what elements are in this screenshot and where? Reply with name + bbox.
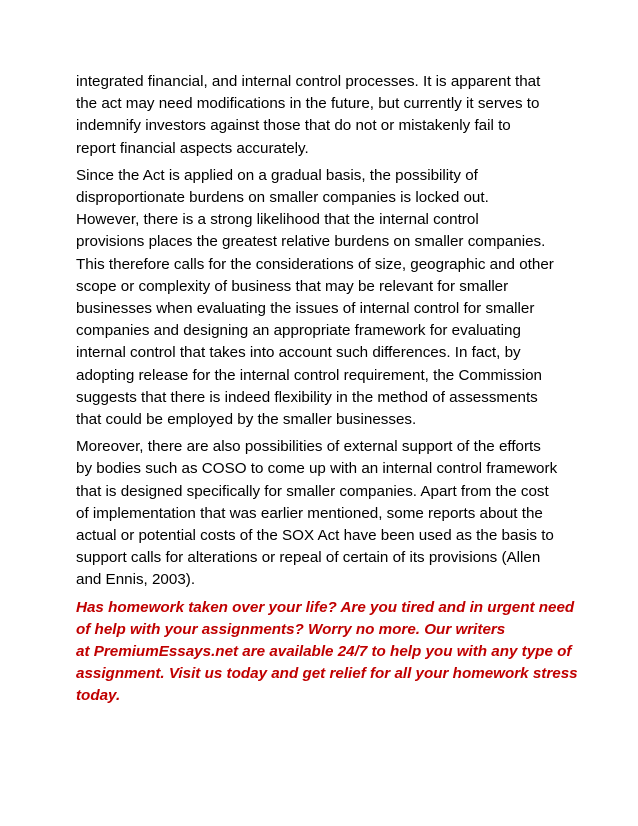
text-line: provisions places the greatest relative burdens on smaller companies. <box>76 233 546 251</box>
text-line: disproportionate burdens on smaller companies is locked out. <box>76 189 489 207</box>
promo-line: today. <box>76 687 121 705</box>
document-page <box>76 71 578 713</box>
promo-line: of help with your assignments? Worry no more. Our writers <box>76 620 506 638</box>
paragraph-2 <box>76 165 566 431</box>
text-line: adopting release for the internal control requirement, the Commission <box>76 366 542 384</box>
text-line: integrated financial, and internal control processes. It is apparent that <box>76 73 541 90</box>
promo-line: at PremiumEssays.net are available 24/7 to help you with any type of <box>76 643 572 661</box>
promo-paragraph <box>76 597 578 708</box>
text-line: that is designed specifically for smaller companies. Apart from the cost <box>76 482 549 500</box>
text-line: Moreover, there are also possibilities of external support of the efforts <box>76 438 541 456</box>
text-line: report financial aspects accurately. <box>76 139 309 157</box>
text-line: of implementation that was earlier mentioned, some reports about the <box>76 504 543 522</box>
text-line: actual or potential costs of the SOX Act have been used as the basis to <box>76 527 554 545</box>
text-line: support calls for alterations or repeal of certain of its provisions (Allen <box>76 549 541 567</box>
text-line: suggests that there is indeed flexibility in the method of assessments <box>76 388 538 406</box>
promo-line: assignment. Visit us today and get relief for all your homework stress <box>76 665 578 683</box>
text-line: that could be employed by the smaller businesses. <box>76 411 417 429</box>
text-line: the act may need modifications in the future, but currently it serves to <box>76 95 540 113</box>
text-line: Since the Act is applied on a gradual basis, the possibility of <box>76 166 478 184</box>
text-line: internal control that takes into account such differences. In fact, by <box>76 344 521 362</box>
text-line: indemnify investors against those that do not or mistakenly fail to <box>76 117 511 135</box>
text-line: and Ennis, 2003). <box>76 571 196 589</box>
text-line: businesses when evaluating the issues of internal control for smaller <box>76 300 535 318</box>
text-line: However, there is a strong likelihood that the internal control <box>76 211 479 229</box>
paragraph-3 <box>76 436 566 591</box>
text-line: This therefore calls for the considerations of size, geographic and other <box>76 255 554 273</box>
text-line: companies and designing an appropriate framework for evaluating <box>76 322 521 340</box>
paragraph-1 <box>76 71 566 160</box>
promo-line: Has homework taken over your life? Are you tired and in urgent need <box>76 598 575 616</box>
text-line: scope or complexity of business that may be relevant for smaller <box>76 277 509 295</box>
text-line: by bodies such as COSO to come up with an internal control framework <box>76 460 558 478</box>
